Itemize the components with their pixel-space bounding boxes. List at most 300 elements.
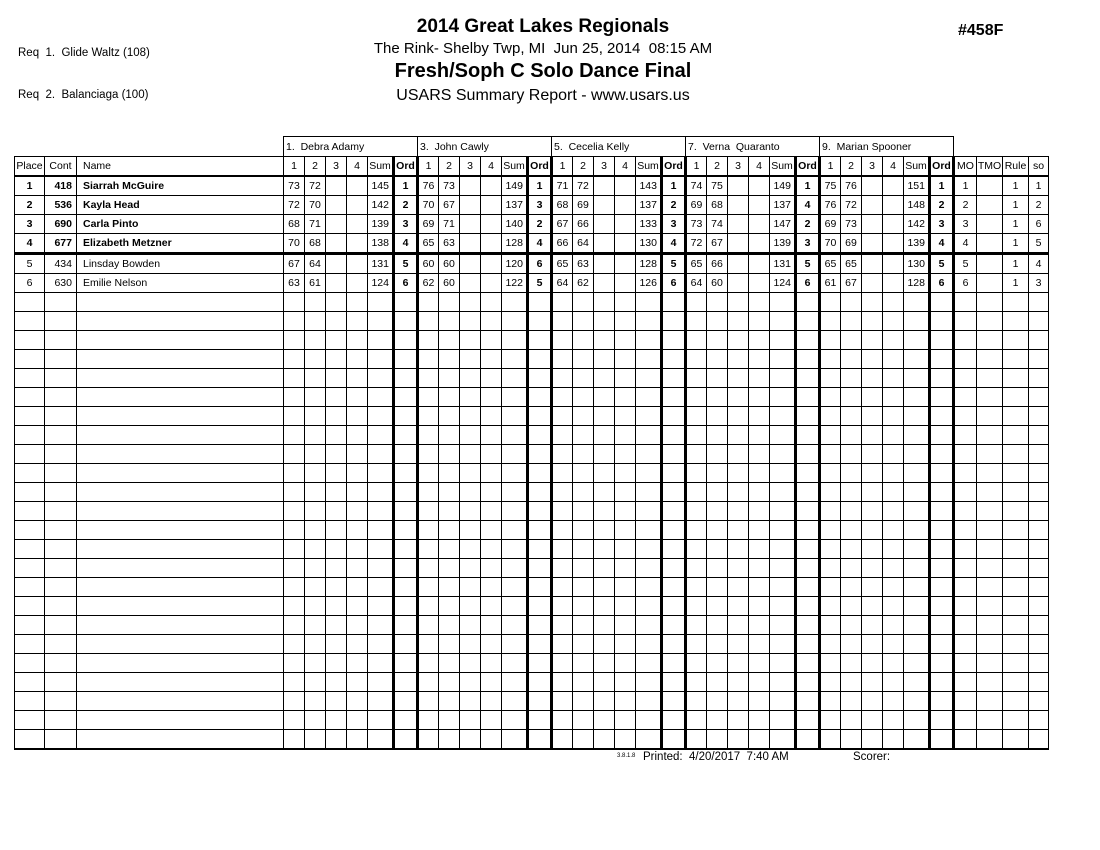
- score-cell: [841, 293, 862, 312]
- score-cell: [552, 730, 573, 750]
- place-cell: [15, 331, 45, 350]
- score-cell: [841, 502, 862, 521]
- score-cell: [326, 730, 347, 750]
- ord-cell: [394, 426, 418, 445]
- sum-cell: [904, 502, 930, 521]
- name-cell: [77, 673, 284, 692]
- score-cell: [883, 635, 904, 654]
- ord-cell: [930, 654, 954, 673]
- score-cell: [841, 616, 862, 635]
- score-cell: [418, 559, 439, 578]
- sum-cell: [770, 730, 796, 750]
- table-row: [15, 234, 1049, 254]
- score-cell: [460, 331, 481, 350]
- ord-cell: [796, 635, 820, 654]
- cont-cell: [45, 464, 77, 483]
- sum-cell: [502, 445, 528, 464]
- score-cell: [552, 673, 573, 692]
- score-cell: [883, 559, 904, 578]
- sum-cell: 147: [770, 215, 796, 234]
- competition-title: 2014 Great Lakes Regionals: [416, 16, 670, 37]
- printed-datetime: 4/20/2017 7:40 AM: [689, 751, 789, 763]
- score-cell: [686, 293, 707, 312]
- score-cell: [707, 559, 728, 578]
- score-cell: [326, 635, 347, 654]
- place-cell: 2: [15, 196, 45, 215]
- score-cell: [707, 616, 728, 635]
- ord-cell: [796, 673, 820, 692]
- score-cell: 67: [707, 234, 728, 254]
- score-cell: [862, 388, 883, 407]
- score-cell: [418, 369, 439, 388]
- score-cell: [728, 234, 749, 254]
- ord-cell: [662, 578, 686, 597]
- name-cell: [77, 692, 284, 711]
- score-cell: [749, 293, 770, 312]
- sum-cell: [502, 426, 528, 445]
- sum-cell: [636, 464, 662, 483]
- score-cell: [728, 616, 749, 635]
- sum-cell: 137: [502, 196, 528, 215]
- score-cell: [820, 407, 841, 426]
- score-cell: 65: [418, 234, 439, 254]
- sum-cell: [502, 540, 528, 559]
- score-cell: [862, 215, 883, 234]
- score-cell: [418, 540, 439, 559]
- score-cell: [326, 234, 347, 254]
- rule-cell: [1003, 540, 1029, 559]
- sum-cell: 142: [904, 215, 930, 234]
- score-cell: [862, 692, 883, 711]
- score-cell: [460, 407, 481, 426]
- score-cell: [481, 597, 502, 616]
- score-cell: [615, 254, 636, 274]
- ord-cell: [528, 331, 552, 350]
- sum-cell: [636, 635, 662, 654]
- score-cell: [862, 312, 883, 331]
- ord-cell: [528, 407, 552, 426]
- score-cell: [305, 445, 326, 464]
- score-cell: [686, 578, 707, 597]
- score-cell: [883, 673, 904, 692]
- name-cell: [77, 312, 284, 331]
- sum-cell: [636, 445, 662, 464]
- tmo-cell: [977, 350, 1003, 369]
- empty-row: [15, 540, 1049, 559]
- score-cell: 64: [573, 234, 594, 254]
- score-cell: [749, 407, 770, 426]
- score-cell: [418, 407, 439, 426]
- score-cell: [418, 426, 439, 445]
- rule-cell: [1003, 635, 1029, 654]
- score-table: [14, 136, 1049, 750]
- tmo-cell: [977, 673, 1003, 692]
- ord-cell: [930, 711, 954, 730]
- so-cell: [1029, 540, 1049, 559]
- tmo-cell: [977, 635, 1003, 654]
- judge2-sub-header-sum: Sum: [502, 157, 528, 177]
- ord-cell: [796, 445, 820, 464]
- sum-cell: [636, 711, 662, 730]
- ord-cell: [528, 578, 552, 597]
- empty-row: [15, 692, 1049, 711]
- score-cell: [481, 407, 502, 426]
- ord-cell: [796, 350, 820, 369]
- score-cell: [552, 483, 573, 502]
- score-cell: [326, 350, 347, 369]
- score-cell: [686, 369, 707, 388]
- score-cell: [615, 483, 636, 502]
- score-cell: [284, 502, 305, 521]
- ord-cell: [796, 692, 820, 711]
- cont-cell: [45, 635, 77, 654]
- score-cell: [728, 483, 749, 502]
- tmo-cell: [977, 274, 1003, 293]
- sum-cell: 139: [368, 215, 394, 234]
- score-cell: [883, 274, 904, 293]
- score-cell: [347, 711, 368, 730]
- requirement-line-1: Req 1. Glide Waltz (108): [18, 47, 150, 59]
- score-cell: [883, 388, 904, 407]
- score-cell: [573, 483, 594, 502]
- score-cell: [284, 331, 305, 350]
- score-cell: [305, 521, 326, 540]
- score-cell: [686, 540, 707, 559]
- place-cell: [15, 730, 45, 750]
- score-cell: [305, 502, 326, 521]
- name-cell: Kayla Head: [77, 196, 284, 215]
- ord-cell: [662, 521, 686, 540]
- score-cell: [862, 293, 883, 312]
- score-cell: [347, 196, 368, 215]
- ord-cell: [394, 369, 418, 388]
- mo-cell: [954, 426, 977, 445]
- score-cell: 71: [552, 176, 573, 196]
- score-cell: [481, 388, 502, 407]
- score-cell: [728, 521, 749, 540]
- score-cell: [728, 293, 749, 312]
- mo-cell: [954, 293, 977, 312]
- score-cell: [594, 312, 615, 331]
- ord-cell: [528, 692, 552, 711]
- place-cell: [15, 388, 45, 407]
- place-cell: [15, 597, 45, 616]
- score-cell: [418, 616, 439, 635]
- score-cell: [728, 464, 749, 483]
- score-cell: [284, 616, 305, 635]
- cont-cell: 434: [45, 254, 77, 274]
- score-cell: [615, 464, 636, 483]
- score-cell: [305, 578, 326, 597]
- score-cell: [883, 521, 904, 540]
- score-cell: [749, 426, 770, 445]
- score-cell: [615, 673, 636, 692]
- score-cell: [686, 673, 707, 692]
- score-cell: [883, 654, 904, 673]
- sum-cell: [502, 635, 528, 654]
- sum-cell: [368, 388, 394, 407]
- score-cell: [439, 730, 460, 750]
- score-cell: [573, 540, 594, 559]
- name-cell: [77, 521, 284, 540]
- tmo-cell: [977, 176, 1003, 196]
- sum-cell: [368, 350, 394, 369]
- score-cell: [347, 274, 368, 293]
- ord-cell: 3: [930, 215, 954, 234]
- score-cell: [347, 215, 368, 234]
- empty-row: [15, 426, 1049, 445]
- score-cell: [820, 521, 841, 540]
- ord-cell: [930, 426, 954, 445]
- score-cell: [347, 578, 368, 597]
- table-row: [15, 274, 1049, 293]
- rule-cell: [1003, 426, 1029, 445]
- place-cell: [15, 711, 45, 730]
- score-cell: [883, 445, 904, 464]
- sum-cell: [636, 559, 662, 578]
- rule-cell: [1003, 293, 1029, 312]
- place-cell: [15, 502, 45, 521]
- score-cell: [418, 597, 439, 616]
- sum-cell: [770, 331, 796, 350]
- sum-cell: [770, 502, 796, 521]
- so-cell: [1029, 559, 1049, 578]
- ord-cell: [394, 483, 418, 502]
- tmo-cell: [977, 426, 1003, 445]
- score-cell: [439, 293, 460, 312]
- report-type-line: USARS Summary Report - www.usars.us: [396, 87, 690, 104]
- empty-row: [15, 559, 1049, 578]
- score-cell: [707, 312, 728, 331]
- cont-cell: [45, 654, 77, 673]
- score-cell: [326, 426, 347, 445]
- sum-cell: [368, 293, 394, 312]
- sum-cell: [904, 331, 930, 350]
- score-cell: [326, 407, 347, 426]
- score-cell: [573, 711, 594, 730]
- score-cell: [552, 331, 573, 350]
- sum-cell: [904, 559, 930, 578]
- ord-cell: [394, 673, 418, 692]
- score-cell: [481, 654, 502, 673]
- ord-cell: [528, 730, 552, 750]
- score-cell: [883, 407, 904, 426]
- empty-row: [15, 578, 1049, 597]
- score-cell: 73: [686, 215, 707, 234]
- name-cell: [77, 445, 284, 464]
- score-cell: [418, 521, 439, 540]
- score-cell: [481, 711, 502, 730]
- ord-cell: 2: [796, 215, 820, 234]
- score-cell: [326, 369, 347, 388]
- empty-row: [15, 388, 1049, 407]
- sum-cell: [904, 730, 930, 750]
- so-cell: [1029, 597, 1049, 616]
- sum-cell: [904, 388, 930, 407]
- score-cell: [883, 464, 904, 483]
- ord-cell: [528, 673, 552, 692]
- mo-cell: [954, 464, 977, 483]
- sum-cell: [502, 483, 528, 502]
- sum-cell: [904, 673, 930, 692]
- score-cell: 68: [305, 234, 326, 254]
- score-cell: [841, 369, 862, 388]
- score-cell: [862, 635, 883, 654]
- name-cell: [77, 350, 284, 369]
- score-cell: [728, 426, 749, 445]
- name-cell: [77, 616, 284, 635]
- score-cell: 65: [841, 254, 862, 274]
- score-cell: 62: [418, 274, 439, 293]
- score-cell: [552, 369, 573, 388]
- tmo-cell: [977, 331, 1003, 350]
- sum-cell: [502, 616, 528, 635]
- ord-cell: [528, 388, 552, 407]
- so-header-cell: so: [1029, 157, 1049, 177]
- place-cell: [15, 635, 45, 654]
- cont-cell: [45, 673, 77, 692]
- place-header-cell: Place: [15, 157, 45, 177]
- ord-cell: 5: [930, 254, 954, 274]
- empty-row: [15, 711, 1049, 730]
- score-cell: [573, 426, 594, 445]
- score-cell: [305, 483, 326, 502]
- score-cell: [594, 540, 615, 559]
- so-cell: 2: [1029, 196, 1049, 215]
- score-cell: [594, 464, 615, 483]
- score-cell: [481, 369, 502, 388]
- score-cell: [347, 331, 368, 350]
- ord-cell: [796, 407, 820, 426]
- so-cell: [1029, 331, 1049, 350]
- score-cell: [883, 176, 904, 196]
- score-cell: [305, 597, 326, 616]
- mo-cell: [954, 616, 977, 635]
- score-cell: [820, 692, 841, 711]
- score-cell: [820, 426, 841, 445]
- empty-row: [15, 597, 1049, 616]
- place-cell: 6: [15, 274, 45, 293]
- cont-cell: [45, 312, 77, 331]
- ord-cell: [930, 521, 954, 540]
- score-cell: [615, 196, 636, 215]
- judge-name-cell-3: 5. Cecelia Kelly: [552, 137, 686, 157]
- rule-cell: [1003, 578, 1029, 597]
- score-cell: [460, 274, 481, 293]
- score-cell: [326, 502, 347, 521]
- judge1-sub-header-4: 4: [347, 157, 368, 177]
- mo-cell: 1: [954, 176, 977, 196]
- sum-cell: [770, 711, 796, 730]
- sum-cell: 131: [368, 254, 394, 274]
- score-cell: [460, 673, 481, 692]
- score-cell: [862, 597, 883, 616]
- score-cell: [439, 635, 460, 654]
- sum-cell: [904, 445, 930, 464]
- score-cell: 67: [552, 215, 573, 234]
- sum-cell: [636, 616, 662, 635]
- score-cell: [594, 350, 615, 369]
- sum-cell: [770, 540, 796, 559]
- score-cell: 60: [418, 254, 439, 274]
- score-cell: [749, 692, 770, 711]
- sum-cell: [636, 521, 662, 540]
- ord-cell: [930, 350, 954, 369]
- empty-row: [15, 654, 1049, 673]
- score-cell: [862, 350, 883, 369]
- score-cell: [728, 274, 749, 293]
- ord-cell: 1: [528, 176, 552, 196]
- score-cell: [481, 234, 502, 254]
- judge1-sub-header-ord: Ord: [394, 157, 418, 177]
- ord-cell: [930, 293, 954, 312]
- so-cell: [1029, 350, 1049, 369]
- sum-cell: [502, 559, 528, 578]
- score-cell: 64: [305, 254, 326, 274]
- score-cell: 70: [305, 196, 326, 215]
- judge4-sub-header-2: 2: [707, 157, 728, 177]
- score-cell: 65: [552, 254, 573, 274]
- score-cell: [460, 445, 481, 464]
- score-cell: [841, 673, 862, 692]
- score-cell: [460, 293, 481, 312]
- place-cell: [15, 445, 45, 464]
- ord-cell: [662, 464, 686, 483]
- empty-row: [15, 445, 1049, 464]
- score-cell: [883, 254, 904, 274]
- ord-cell: [662, 426, 686, 445]
- so-cell: [1029, 407, 1049, 426]
- judge3-sub-header-1: 1: [552, 157, 573, 177]
- ord-cell: [528, 616, 552, 635]
- ord-cell: [930, 502, 954, 521]
- score-cell: [841, 540, 862, 559]
- score-cell: 73: [841, 215, 862, 234]
- score-cell: [707, 350, 728, 369]
- so-cell: [1029, 312, 1049, 331]
- judge-name-cell-5: 9. Marian Spooner: [820, 137, 954, 157]
- software-version: 3.8.1.8: [617, 753, 636, 759]
- right-spacer-cell: [977, 137, 1003, 157]
- name-cell: [77, 464, 284, 483]
- ord-cell: [796, 559, 820, 578]
- ord-cell: [528, 559, 552, 578]
- sum-cell: [502, 730, 528, 750]
- sum-cell: 149: [770, 176, 796, 196]
- score-cell: [707, 331, 728, 350]
- cont-cell: [45, 597, 77, 616]
- tmo-cell: [977, 445, 1003, 464]
- tmo-cell: [977, 711, 1003, 730]
- score-cell: [594, 426, 615, 445]
- score-cell: [862, 407, 883, 426]
- rule-cell: 1: [1003, 215, 1029, 234]
- score-cell: [841, 559, 862, 578]
- ord-cell: [930, 673, 954, 692]
- score-cell: [749, 483, 770, 502]
- place-cell: [15, 578, 45, 597]
- score-cell: [284, 407, 305, 426]
- ord-cell: [528, 654, 552, 673]
- score-cell: [615, 692, 636, 711]
- score-cell: [841, 635, 862, 654]
- sum-cell: [502, 521, 528, 540]
- ord-cell: 4: [662, 234, 686, 254]
- sum-cell: [636, 350, 662, 369]
- score-cell: [862, 196, 883, 215]
- score-cell: [573, 616, 594, 635]
- score-cell: [686, 711, 707, 730]
